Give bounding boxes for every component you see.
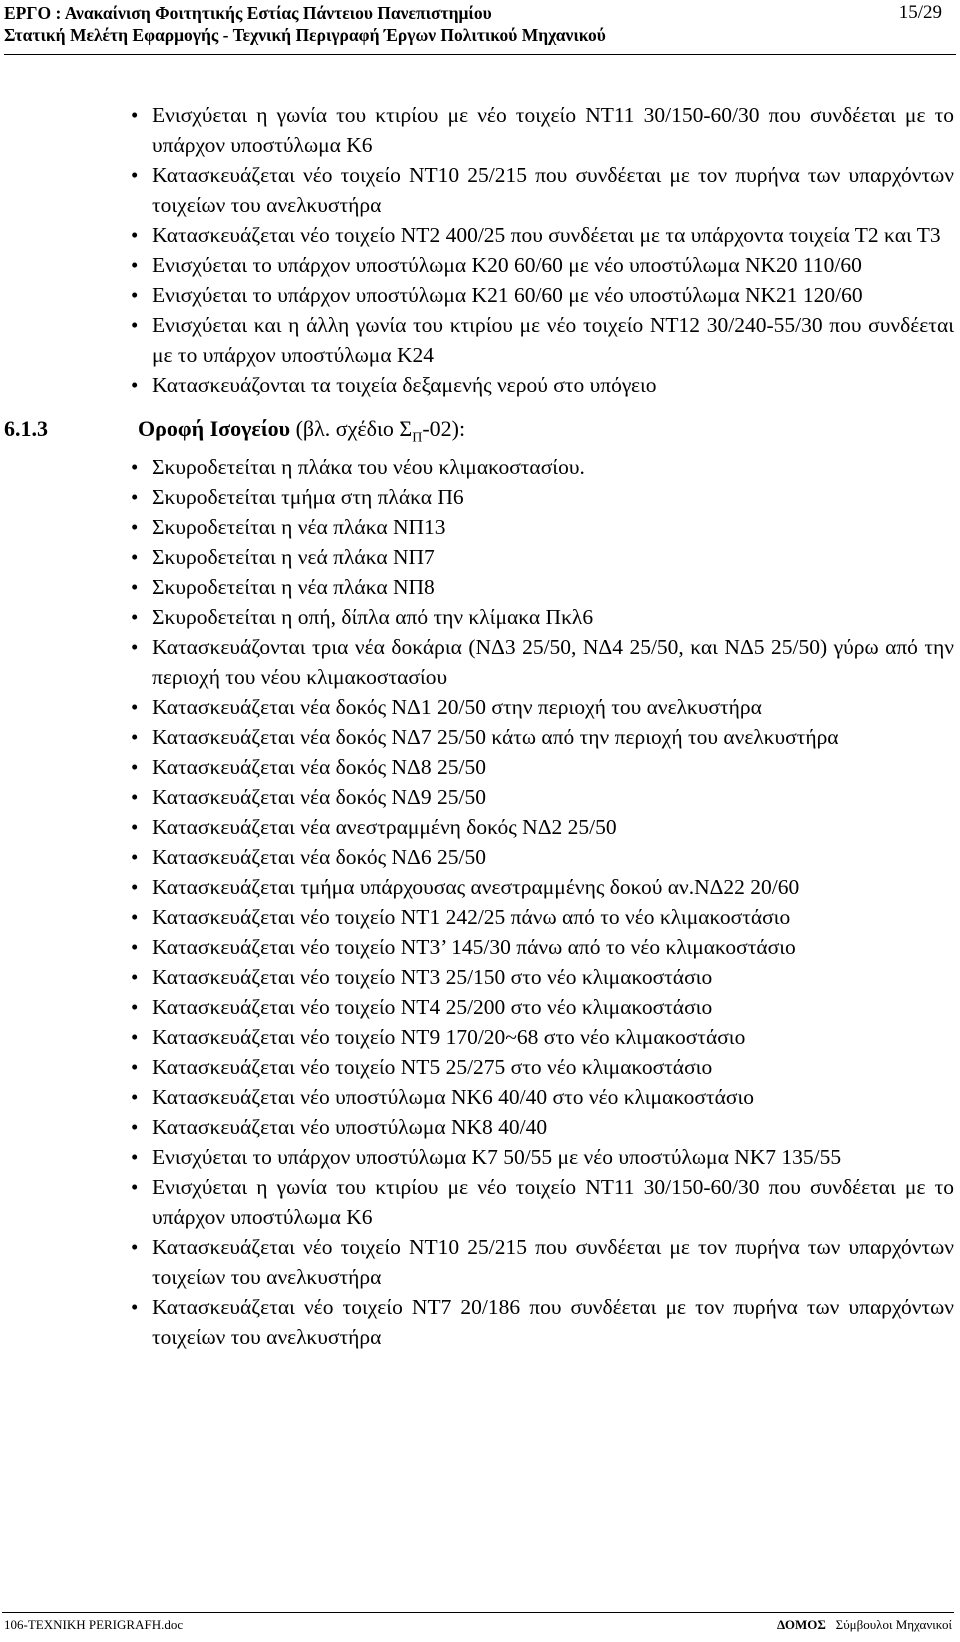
list-item-text: Κατασκευάζεται νέο τοιχείο ΝΤ1 242/25 πάνω από το νέο κλιμακοστάσιο (152, 905, 791, 929)
bullet-icon: • (131, 785, 139, 809)
list-item (0, 452, 956, 482)
bullet-icon: • (131, 1145, 139, 1169)
bullet-icon: • (131, 1175, 139, 1199)
list-item (0, 722, 956, 752)
list-item-text: Κατασκευάζεται νέα δοκός ΝΔ9 25/50 (152, 785, 486, 809)
list-item (0, 1172, 956, 1232)
list-item (0, 632, 956, 692)
footer-line (0, 1613, 960, 1633)
section-title-sub: Π (412, 430, 423, 446)
section-title-ref: (βλ. σχέδιο Σ (290, 416, 413, 441)
bullet-icon: • (131, 283, 139, 307)
list-item-text: Κατασκευάζεται νέα δοκός ΝΔ1 20/50 στην περιοχή του ανελκυστήρα (152, 695, 762, 719)
list-item-text: Κατασκευάζεται τμήμα υπάρχουσας ανεστραμμένης δοκού αν.ΝΔ22 20/60 (152, 875, 800, 899)
bullet-icon: • (131, 545, 139, 569)
list-item (0, 752, 956, 782)
list-item-text: Σκυροδετείται η πλάκα του νέου κλιμακοστασίου. (152, 455, 585, 479)
list-item-text: Κατασκευάζονται τρια νέα δοκάρια (ΝΔ3 25/50, ΝΔ4 25/50, και ΝΔ5 25/50) γύρω από την περιοχή του νέου κλιμακοστασίου (152, 635, 954, 689)
list-item (0, 1022, 956, 1052)
list-item (0, 1292, 956, 1352)
list-item-text: Κατασκευάζεται νέα ανεστραμμένη δοκός ΝΔ2 25/50 (152, 815, 617, 839)
bullet-icon: • (131, 373, 139, 397)
list-item-text: Κατασκευάζεται νέο υποστύλωμα ΝΚ8 40/40 (152, 1115, 548, 1139)
list-item (0, 1052, 956, 1082)
list-item (0, 1232, 956, 1292)
bullet-icon: • (131, 815, 139, 839)
page-footer (0, 1612, 960, 1633)
list-item-text: Σκυροδετείται τμήμα στη πλάκα Π6 (152, 485, 464, 509)
bullet-icon: • (131, 1115, 139, 1139)
bullet-icon: • (131, 905, 139, 929)
bullet-icon: • (131, 575, 139, 599)
footer-filename: 106-ΤΕΧΝΙΚΗ PERIGRAFH.doc (4, 1617, 184, 1632)
project-title: ΕΡΓΟ : Ανακαίνιση Φοιτητικής Εστίας Πάντειου Πανεπιστημίου (4, 3, 492, 23)
bullet-icon: • (131, 1025, 139, 1049)
list-item (0, 602, 956, 632)
list-item (0, 370, 956, 400)
bullet-icon: • (131, 253, 139, 277)
list-item-text: Ενισχύεται το υπάρχον υποστύλωμα Κ20 60/60 με νέο υποστύλωμα ΝΚ20 110/60 (152, 253, 862, 277)
list-item (0, 992, 956, 1022)
bullet-icon: • (131, 1235, 139, 1259)
bullet-icon: • (131, 515, 139, 539)
list-item-text: Κατασκευάζεται νέο τοιχείο ΝΤ4 25/200 στο νέο κλιμακοστάσιο (152, 995, 713, 1019)
list-item-text: Κατασκευάζεται νέο τοιχείο ΝΤ2 400/25 που συνδέεται με τα υπάρχοντα τοιχεία Τ2 και Τ3 (152, 223, 941, 247)
bullet-icon: • (131, 455, 139, 479)
bullet-icon: • (131, 935, 139, 959)
bullet-icon: • (131, 1085, 139, 1109)
list-item-text: Σκυροδετείται η οπή, δίπλα από την κλίμακα Πκλ6 (152, 605, 594, 629)
list-item-text: Ενισχύεται το υπάρχον υποστύλωμα Κ21 60/60 με νέο υποστύλωμα ΝΚ21 120/60 (152, 283, 863, 307)
list-item (0, 160, 956, 220)
list-item (0, 782, 956, 812)
list-item (0, 512, 956, 542)
bullet-icon: • (131, 223, 139, 247)
list-item (0, 842, 956, 872)
bullet-icon: • (131, 635, 139, 659)
list-item-text: Ενισχύεται το υπάρχον υποστύλωμα Κ7 50/55 με νέο υποστύλωμα ΝΚ7 135/55 (152, 1145, 842, 1169)
list-item (0, 1082, 956, 1112)
section-title-bold: Οροφή Ισογείου (138, 416, 291, 441)
bullet-list-upper (0, 100, 960, 400)
page-header (4, 2, 954, 46)
bullet-icon: • (131, 1055, 139, 1079)
header-line-1 (4, 2, 954, 24)
list-item-text: Κατασκευάζεται νέο τοιχείο ΝΤ9 170/20~68 στο νέο κλιμακοστάσιο (152, 1025, 746, 1049)
section-title (138, 414, 465, 453)
bullet-list-lower (0, 452, 960, 1352)
list-item-text: Ενισχύεται η γωνία του κτιρίου με νέο τοιχείο ΝΤ11 30/150-60/30 που συνδέεται με το υπάρχον υποστύλωμα Κ6 (152, 103, 954, 157)
list-item (0, 1142, 956, 1172)
header-line-2 (4, 24, 954, 46)
list-item (0, 872, 956, 902)
bullet-icon: • (131, 995, 139, 1019)
bullet-icon: • (131, 1295, 139, 1319)
list-item (0, 692, 956, 722)
footer-company-name: ΔΟΜΟΣ (777, 1617, 826, 1632)
page-number: 15/29 (898, 2, 942, 23)
bullet-icon: • (131, 485, 139, 509)
header-divider (4, 54, 956, 55)
bullet-icon: • (131, 605, 139, 629)
bullet-icon: • (131, 103, 139, 127)
bullet-icon: • (131, 313, 139, 337)
bullet-icon: • (131, 755, 139, 779)
list-item-text: Κατασκευάζονται τα τοιχεία δεξαμενής νερού στο υπόγειο (152, 373, 657, 397)
list-item (0, 572, 956, 602)
section-title-end: -02): (422, 416, 466, 441)
list-item (0, 250, 956, 280)
list-item (0, 482, 956, 512)
bullet-icon: • (131, 875, 139, 899)
list-item-text: Κατασκευάζεται νέο τοιχείο ΝΤ7 20/186 που συνδέεται με τον πυρήνα των υπαρχόντων τοιχείων του ανελκυστήρα (152, 1295, 954, 1349)
document-body (0, 100, 960, 1352)
list-item-text: Ενισχύεται και η άλλη γωνία του κτιρίου με νέο τοιχείο ΝΤ12 30/240-55/30 που συνδέεται με το υπάρχον υποστύλωμα Κ24 (152, 313, 954, 367)
list-item-text: Κατασκευάζεται νέο υποστύλωμα ΝΚ6 40/40 στο νέο κλιμακοστάσιο (152, 1085, 755, 1109)
list-item-text: Κατασκευάζεται νέο τοιχείο ΝΤ10 25/215 που συνδέεται με τον πυρήνα των υπαρχόντων τοιχείων του ανελκυστήρα (152, 1235, 954, 1289)
list-item (0, 902, 956, 932)
list-item-text: Κατασκευάζεται νέα δοκός ΝΔ6 25/50 (152, 845, 486, 869)
list-item (0, 280, 956, 310)
study-title: Στατική Μελέτη Εφαρμογής - Τεχνική Περιγραφή Έργων Πολιτικού Μηχανικού (4, 25, 606, 45)
list-item (0, 812, 956, 842)
list-item (0, 310, 956, 370)
bullet-icon: • (131, 845, 139, 869)
list-item-text: Κατασκευάζεται νέο τοιχείο ΝΤ3 25/150 στο νέο κλιμακοστάσιο (152, 965, 713, 989)
list-item-text: Ενισχύεται η γωνία του κτιρίου με νέο τοιχείο ΝΤ11 30/150-60/30 που συνδέεται με το υπάρχον υποστύλωμα Κ6 (152, 1175, 954, 1229)
list-item-text: Κατασκευάζεται νέο τοιχείο ΝΤ10 25/215 που συνδέεται με τον πυρήνα των υπαρχόντων τοιχείων του ανελκυστήρα (152, 163, 954, 217)
section-number: 6.1.3 (4, 416, 48, 441)
footer-company-desc: Σύμβουλοι Μηχανικοί (835, 1617, 952, 1632)
bullet-icon: • (131, 965, 139, 989)
list-item-text: Σκυροδετείται η νεά πλάκα ΝΠ7 (152, 545, 435, 569)
list-item-text: Σκυροδετείται η νέα πλάκα ΝΠ8 (152, 575, 435, 599)
bullet-icon: • (131, 695, 139, 719)
bullet-icon: • (131, 725, 139, 749)
list-item-text: Κατασκευάζεται νέα δοκός ΝΔ8 25/50 (152, 755, 486, 779)
list-item (0, 962, 956, 992)
bullet-icon: • (131, 163, 139, 187)
list-item-text: Κατασκευάζεται νέο τοιχείο ΝΤ5 25/275 στο νέο κλιμακοστάσιο (152, 1055, 713, 1079)
list-item (0, 220, 956, 250)
list-item (0, 1112, 956, 1142)
list-item (0, 932, 956, 962)
footer-company (777, 1617, 952, 1633)
list-item-text: Κατασκευάζεται νέο τοιχείο ΝΤ3’ 145/30 πάνω από το νέο κλιμακοστάσιο (152, 935, 796, 959)
list-item (0, 100, 956, 160)
list-item (0, 542, 956, 572)
list-item-text: Κατασκευάζεται νέα δοκός ΝΔ7 25/50 κάτω από την περιοχή του ανελκυστήρα (152, 725, 839, 749)
list-item-text: Σκυροδετείται η νέα πλάκα ΝΠ13 (152, 515, 446, 539)
